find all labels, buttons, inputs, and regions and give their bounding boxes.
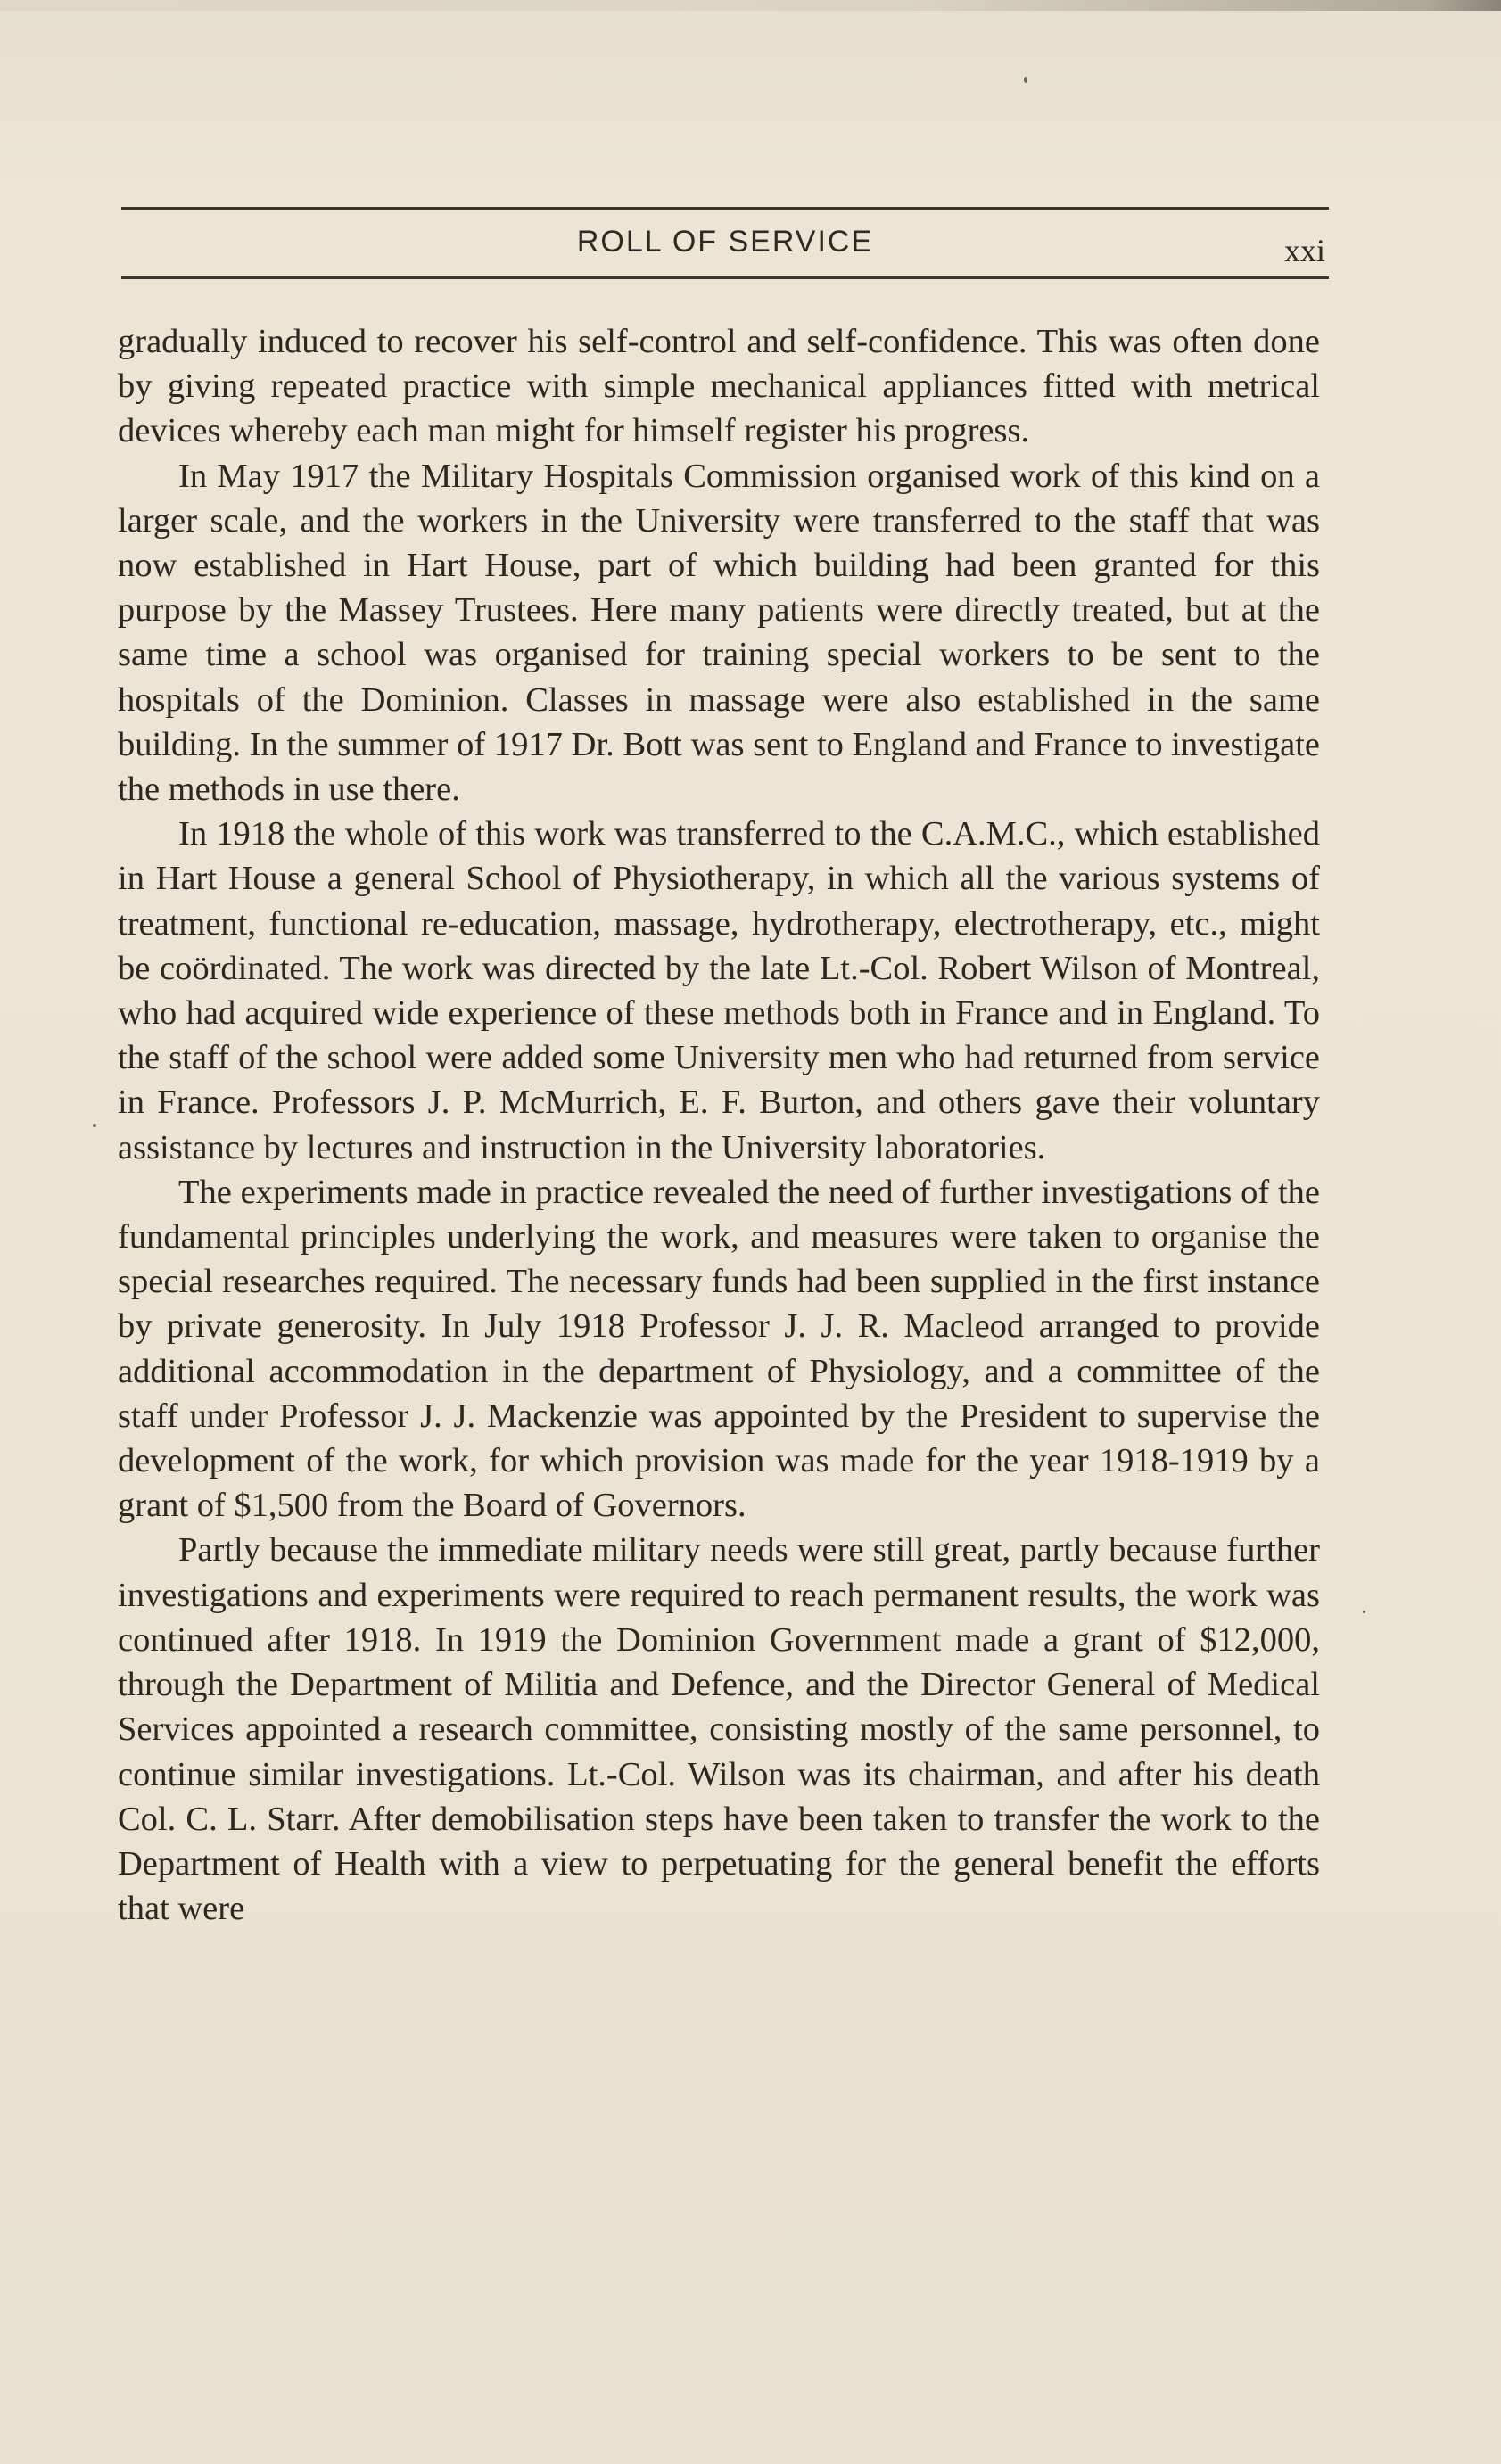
header-rule-bottom <box>121 276 1329 279</box>
paper-speck <box>93 1124 96 1127</box>
paragraph-4: The experiments made in practice revealed the need of further investigations of the fundamental principles underlying the work, and measures were taken to organise the special researches required. The necessary funds had been supplied in the first instance by private generosity. In July 1918 Professor J. J. R. Macleod arranged to provide additional accommodation in the department of Physiology, and a committee of the staff under Professor J. J. Mackenzie was appointed by the President to supervise the development of the work, for which provision was made for the year 1918-1919 by a grant of $1,500 from the Board of Governors. <box>118 1173 1320 1525</box>
running-head <box>121 207 1329 278</box>
paper-speck <box>1363 1611 1365 1613</box>
paper-speck <box>1024 77 1027 83</box>
paragraph-1: gradually induced to recover his self-control and self-confidence. This was often done by giving repeated practice with simple mechanical appliances fitted with metrical devices whereby each man might for himself register his progress. <box>118 323 1320 450</box>
page-top-edge <box>0 0 1501 11</box>
running-head-title: ROLL OF SERVICE <box>576 225 874 259</box>
page-number: xxi <box>1283 233 1325 268</box>
paragraph-5: Partly because the immediate military needs were still great, partly because further investigations and experiments were required to reach permanent results, the work was continued after 1918. In 1919 the Dominion Government made a grant of $12,000, through the Department of Militia and Defence, and the Director General of Medical Services appointed a research committee, consisting mostly of the same personnel, to continue similar investigations. Lt.-Col. Wilson was its chairman, and after his death Col. C. L. Starr. After demobilisation steps have been taken to transfer the work to the Department of Health with a view to perpetuating for the general benefit the efforts that were <box>118 1531 1320 1928</box>
paragraph-3: In 1918 the whole of this work was transferred to the C.A.M.C., which established in Hart House a general School of Physiotherapy, in which all the various systems of treatment, functional re-education, massage, hydrotherapy, electrotherapy, etc., might be coördinated. The work was directed by the late Lt.-Col. Robert Wilson of Montreal, who had acquired wide experience of these methods both in France and in England. To the staff of the school were added some University men who had returned from service in France. Professors J. P. McMurrich, E. F. Burton, and others gave their voluntary assistance by lectures and instruction in the University laboratories. <box>118 815 1320 1166</box>
header-rule-top <box>121 207 1329 210</box>
body-text <box>118 319 1320 1931</box>
paragraph-2: In May 1917 the Military Hospitals Commission organised work of this kind on a larger scale, and the workers in the University were transferred to the staff that was now established in Hart House, part of which building had been granted for this purpose by the Massey Trustees. Here many patients were directly treated, but at the same time a school was organised for training special workers to be sent to the hospitals of the Dominion. Classes in massage were also established in the same building. In the summer of 1917 Dr. Bott was sent to England and France to investigate the methods in use there. <box>118 457 1320 809</box>
